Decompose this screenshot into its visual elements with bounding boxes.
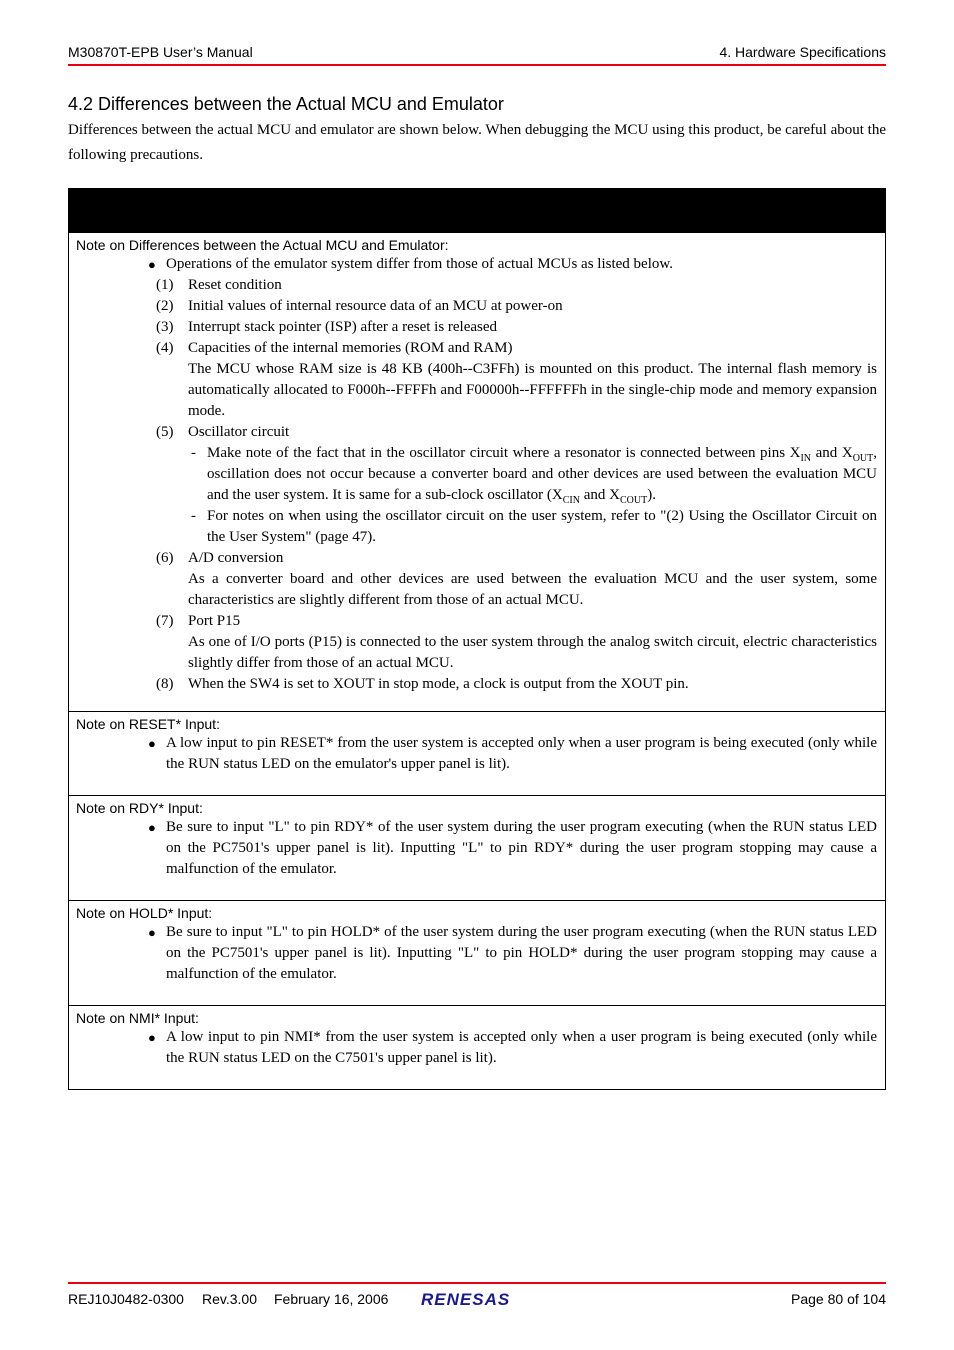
item-label: Oscillator circuit [188,424,290,440]
item-number: (6) [156,550,174,566]
list-item [76,548,877,611]
note-title: Note on HOLD* Input: [76,905,213,921]
list-item [76,275,877,296]
item-label: Initial values of internal resource data of an MCU at power-on [188,298,563,314]
notes-table [68,188,886,1090]
difference-list [76,275,877,695]
list-item [76,317,877,338]
logo-text: RENESAS [421,1290,511,1309]
item-label: Interrupt stack pointer (ISP) after a reset is released [188,319,498,335]
item-number: (8) [156,676,174,692]
note-title: Note on NMI* Input: [76,1010,199,1026]
subscript: COUT [619,495,648,506]
dash-text: For notes on when using the oscillator circuit on the user system, refer to "(2) Using the Oscillator Circuit on the User System" (page 47). [207,508,877,545]
item-label: Reset condition [188,277,282,293]
manual-title: M30870T-EPB User’s Manual [68,44,253,60]
dash-text: and X [811,445,853,461]
section-intro: Differences between the actual MCU and emulator are shown below. When debugging the MCU using this product, be careful about the following precautions. [68,122,886,163]
item-number: (5) [156,424,174,440]
bullet-icon: ● [148,820,156,835]
publish-date: February 16, 2006 [274,1291,389,1307]
item-label: When the SW4 is set to XOUT in stop mode, a clock is output from the XOUT pin. [188,676,689,692]
item-number: (2) [156,298,174,314]
note-bullet [76,254,877,275]
revision: Rev.3.00 [202,1291,257,1307]
bullet-icon: ● [148,257,156,272]
bullet-text: A low input to pin NMI* from the user system is accepted only when a user program is being executed (only while the RUN status LED on the C7501's upper panel is lit). [166,1029,877,1066]
list-item [76,338,877,422]
footer-rule [68,1282,886,1284]
note-title: Note on RDY* Input: [76,800,203,816]
bullet-icon: ● [148,736,156,751]
dash-item [188,443,877,506]
section-title: 4.2 Differences between the Actual MCU and Emulator [68,94,504,114]
page-header [68,44,886,66]
item-label: A/D conversion [188,550,284,566]
note-hold [69,900,885,1005]
subscript: IN [800,453,812,464]
item-label: Capacities of the internal memories (ROM and RAM) [188,340,513,356]
item-label: Port P15 [188,613,241,629]
renesas-logo [421,1290,510,1310]
note-bullet [76,817,877,880]
note-bullet [76,1027,877,1069]
bullet-text: A low input to pin RESET* from the user system is accepted only when a user program is being executed (only while the RUN status LED on the emulator's upper panel is lit). [166,735,877,772]
dash-icon: - [191,508,196,524]
document-id: REJ10J0482-0300 [68,1291,184,1307]
chapter-title: 4. Hardware Specifications [719,44,886,60]
table-header-bar [69,189,885,232]
bullet-icon: ● [148,1030,156,1045]
item-detail: The MCU whose RAM size is 48 KB (400h--C3FFh) is mounted on this product. The internal flash memory is automatically allocated to F000h--FFFFh and F00000h--FFFFFFh in the single-chip mode and memory expansion mode. [188,361,877,419]
bullet-text: Be sure to input "L" to pin RDY* of the user system during the user program executing (when the RUN status LED on the PC7501's upper panel is lit). Inputting "L" to pin RDY* during the user program stopping may cause a malfunction of the emulator. [166,819,877,877]
note-title: Note on RESET* Input: [76,716,220,732]
dash-text: Make note of the fact that in the oscillator circuit where a resonator is connected between pins X [207,445,801,461]
dash-text: , oscillation does not occur because a converter board and other devices are used between the evaluation MCU and the user system. It is same for a sub-clock oscillator (X [207,445,877,503]
dash-text: ). [647,487,656,503]
item-number: (4) [156,340,174,356]
list-item [76,422,877,548]
note-bullet [76,922,877,985]
note-rdy [69,795,885,900]
page-footer [68,1290,886,1312]
item-detail: As one of I/O ports (P15) is connected to the user system through the analog switch circuit, electric characteristics slightly differ from those of an actual MCU. [188,634,877,671]
subscript: CIN [562,495,580,506]
list-item [76,674,877,695]
note-differences [69,232,885,711]
header-rule [68,64,886,66]
dash-text: and X [579,487,620,503]
note-bullet [76,733,877,775]
note-nmi [69,1005,885,1089]
page-number: Page 80 of 104 [791,1291,886,1307]
bullet-text: Operations of the emulator system differ from those of actual MCUs as listed below. [166,256,673,272]
dash-item [188,506,877,548]
bullet-text: Be sure to input "L" to pin HOLD* of the user system during the user program executing (when the RUN status LED on the PC7501's upper panel is lit). Inputting "L" to pin HOLD* during the user program stopping may cause a malfunction of the emulator. [166,924,877,982]
dash-icon: - [191,445,196,461]
bullet-icon: ● [148,925,156,940]
item-detail: As a converter board and other devices are used between the evaluation MCU and the user system, some characteristics are slightly different from those of an actual MCU. [188,571,877,608]
subscript: OUT [852,453,874,464]
item-number: (3) [156,319,174,335]
item-number: (7) [156,613,174,629]
note-title: Note on Differences between the Actual MCU and Emulator: [76,237,449,253]
list-item [76,296,877,317]
list-item [76,611,877,674]
note-reset [69,711,885,795]
item-number: (1) [156,277,174,293]
